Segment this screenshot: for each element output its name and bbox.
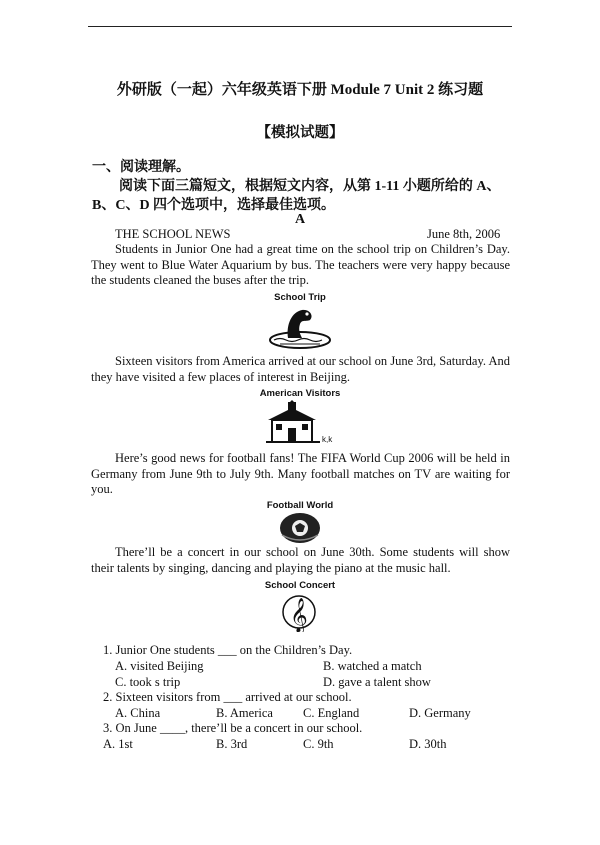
question-3-option-a: A. 1st xyxy=(103,737,133,751)
question-2-option-d: D. Germany xyxy=(409,706,471,720)
question-1-option-a: A. visited Beijing xyxy=(115,659,204,673)
question-2-option-c: C. England xyxy=(303,706,360,720)
news-item-text: Here’s good news for football fans! The FIFA World Cup 2006 will be held in Germany from June 9th to July 9th. Many football matches on TV are waiting for you. xyxy=(91,451,510,497)
news-heading: THE SCHOOL NEWS xyxy=(115,227,231,241)
question-1-option-d: D. gave a talent show xyxy=(323,675,431,689)
picture-label: School Trip xyxy=(274,292,326,303)
treble-clef-icon xyxy=(281,592,317,632)
picture-label: Football World xyxy=(266,500,334,511)
question-3-option-b: B. 3rd xyxy=(216,737,248,751)
news-item-text: Sixteen visitors from America arrived at our school on June 3rd, Saturday. And they have visited a few places of interest in Beijing. xyxy=(91,354,510,384)
football-icon xyxy=(278,511,322,545)
top-rule xyxy=(88,26,512,27)
svg-text:k,k: k,k xyxy=(322,435,333,444)
section-instruction: 阅读下面三篇短文，根据短文内容，从第 1-11 小题所给的 A、B、C、D 四个选项中，选择最佳选项。 xyxy=(92,179,501,213)
passage-label: A xyxy=(294,212,306,227)
news-date: June 8th, 2006 xyxy=(427,227,501,241)
question-3-stem: 3. On June ____, there’ll be a concert in our school. xyxy=(103,721,363,735)
question-2-stem: 2. Sixteen visitors from ___ arrived at our school. xyxy=(103,690,352,704)
page-title: 外研版（一起）六年级英语下册 Module 7 Unit 2 练习题 xyxy=(116,82,484,98)
question-1-stem: 1. Junior One students ___ on the Children’s Day. xyxy=(103,643,353,657)
picture-label: American Visitors xyxy=(259,388,341,399)
question-2-option-a: A. China xyxy=(115,706,161,720)
aquarium-icon xyxy=(266,304,334,350)
news-item-text: There’ll be a concert in our school on June 30th. Some students will show their talents by singing, dancing and playing the piano at the music hall. xyxy=(91,545,510,575)
page-subtitle: 【模拟试题】 xyxy=(256,125,344,141)
section-heading: 一、阅读理解。 xyxy=(92,160,190,175)
question-1-option-c: C. took s trip xyxy=(115,675,181,689)
picture-label: School Concert xyxy=(264,580,336,591)
question-1-option-b: B. watched a match xyxy=(323,659,422,673)
schoolhouse-icon xyxy=(262,400,338,446)
question-3-option-d: D. 30th xyxy=(409,737,447,751)
question-3-option-c: C. 9th xyxy=(303,737,334,751)
svg-text:𝄞: 𝄞 xyxy=(290,598,308,632)
news-item-text: Students in Junior One had a great time on the school trip on Children’s Day. They went to Blue Water Aquarium by bus. The teachers were very happy because the students cleaned the buses after the trip. xyxy=(91,242,510,288)
question-2-option-b: B. America xyxy=(216,706,273,720)
